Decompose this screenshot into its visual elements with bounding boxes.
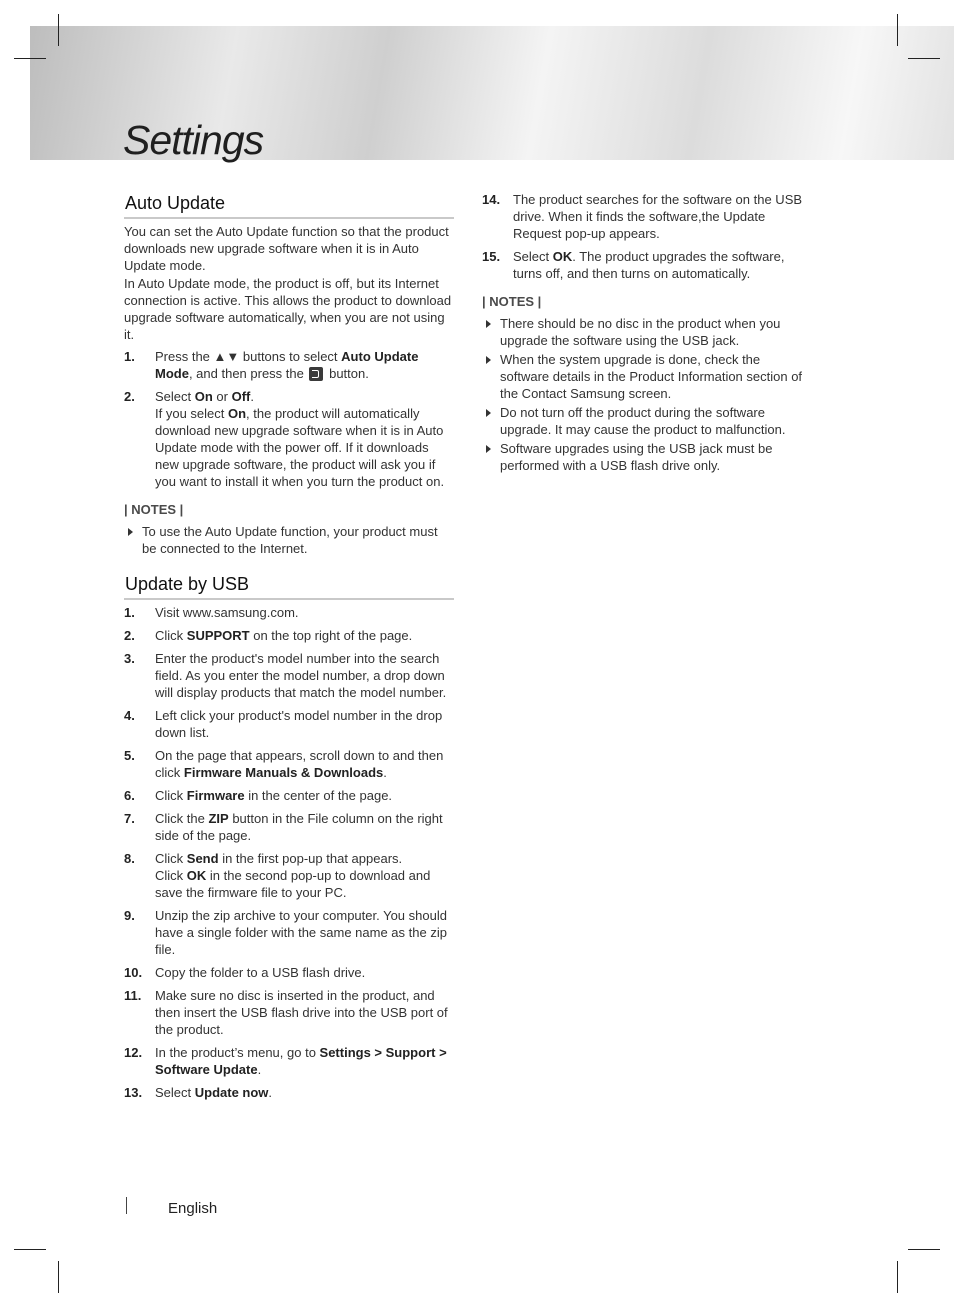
auto-update-steps <box>124 348 454 490</box>
list-item: 3. Enter the product's model number into the search field. As you enter the model number, a drop down will display products that match the model number. <box>124 651 447 700</box>
list-item: 2. Click SUPPORT on the top right of the page. <box>124 628 413 643</box>
list-item: 7. Click the ZIP button in the File column on the right side of the page. <box>124 811 443 843</box>
crop-mark <box>58 14 59 46</box>
auto-update-intro: You can set the Auto Update function so that the product downloads new upgrade software when it is in Auto Update mode. <box>124 224 449 273</box>
list-item: When the system upgrade is done, check the software details in the Product Information section of the Contact Samsung screen. <box>482 351 804 402</box>
crop-mark <box>897 1261 898 1293</box>
bullet-arrow-icon <box>486 356 491 364</box>
notes-label: | NOTES | <box>482 294 542 309</box>
list-item: Software upgrades using the USB jack must be performed with a USB flash drive only. <box>482 440 804 474</box>
page-title: Settings <box>123 117 264 163</box>
list-item: 12. In the product’s menu, go to Settings > Support > Software Update. <box>124 1045 447 1077</box>
list-item: 1. Visit www.samsung.com. <box>124 605 299 620</box>
crop-mark <box>14 58 46 59</box>
bullet-arrow-icon <box>486 409 491 417</box>
auto-update-heading: Auto Update <box>124 188 454 219</box>
left-column <box>124 188 454 1107</box>
right-column <box>482 191 804 476</box>
list-item: 2. Select On or Off. If you select On, the product will automatically download new upgrade software when it is in Auto Update mode with the power off. If it downloads new upgrade software, the product will ask you if you want to install it when you turn the product on. <box>124 389 445 489</box>
bullet-arrow-icon <box>486 320 491 328</box>
list-item: Do not turn off the product during the software upgrade. It may cause the product to malfunction. <box>482 404 804 438</box>
usb-notes <box>482 315 804 474</box>
footer-divider <box>126 1197 127 1214</box>
crop-mark <box>897 14 898 46</box>
list-item: 6. Click Firmware in the center of the page. <box>124 788 393 803</box>
notes-label: | NOTES | <box>124 502 184 517</box>
usb-steps <box>124 604 454 1101</box>
list-item: To use the Auto Update function, your product must be connected to the Internet. <box>124 523 454 557</box>
usb-steps-continued <box>482 191 804 282</box>
crop-mark <box>14 1249 46 1250</box>
auto-update-notes <box>124 523 454 557</box>
list-item: 11. Make sure no disc is inserted in the product, and then insert the USB flash drive into the USB port of the product. <box>124 988 448 1037</box>
update-by-usb-heading: Update by USB <box>124 569 454 600</box>
list-item: 13. Select Update now. <box>124 1085 273 1100</box>
list-item: 15. Select OK. The product upgrades the software, turns off, and then turns on automatically. <box>482 249 785 281</box>
footer-language: English <box>168 1200 218 1217</box>
crop-mark <box>908 1249 940 1250</box>
list-item: 8. Click Send in the first pop-up that appears. Click OK in the second pop-up to download and save the firmware file to your PC. <box>124 851 431 900</box>
enter-button-icon <box>309 367 323 381</box>
list-item: 1. Press the ▲▼ buttons to select Auto Update Mode, and then press the button. <box>124 349 419 381</box>
list-item: There should be no disc in the product when you upgrade the software using the USB jack. <box>482 315 804 349</box>
auto-update-intro-2: In Auto Update mode, the product is off, but its Internet connection is active. This allows the product to download upgrade software automatically, when you are not using it. <box>124 276 452 342</box>
bullet-arrow-icon <box>486 445 491 453</box>
list-item: 14. The product searches for the software on the USB drive. When it finds the software,the Update Request pop-up appears. <box>482 192 803 241</box>
crop-mark <box>908 58 940 59</box>
list-item: 5. On the page that appears, scroll down to and then click Firmware Manuals & Downloads. <box>124 748 444 780</box>
list-item: 9. Unzip the zip archive to your computer. You should have a single folder with the same name as the zip file. <box>124 908 447 957</box>
list-item: 4. Left click your product's model number in the drop down list. <box>124 708 443 740</box>
list-item: 10. Copy the folder to a USB flash drive. <box>124 965 366 980</box>
bullet-arrow-icon <box>128 528 133 536</box>
crop-mark <box>58 1261 59 1293</box>
